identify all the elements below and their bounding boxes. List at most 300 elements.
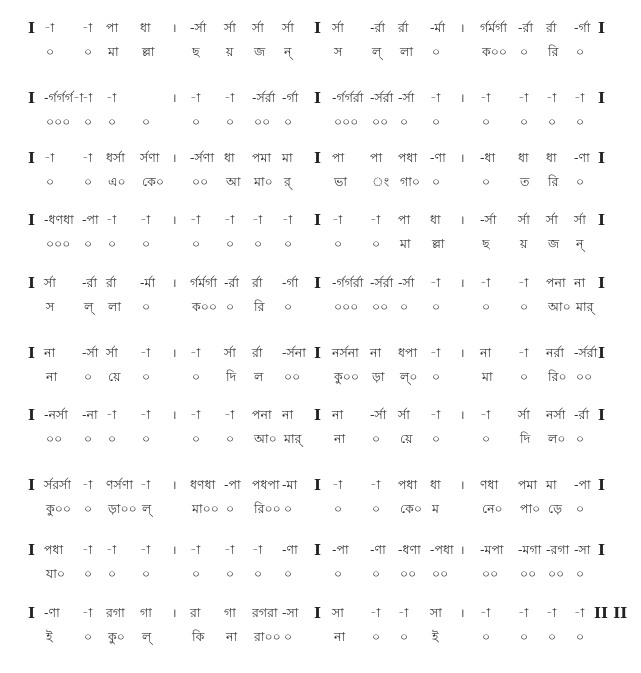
lyric-syllable: ০ xyxy=(226,236,235,251)
swara-note: র্সা xyxy=(332,20,344,35)
lyric-syllable: ই xyxy=(46,629,53,644)
lyric-syllable: লা xyxy=(108,299,121,314)
lyric-syllable: ০ xyxy=(192,369,201,384)
lyric-syllable: ০০০ xyxy=(46,236,71,251)
swara-note: -া xyxy=(546,605,557,620)
lyric-syllable: না xyxy=(226,629,238,644)
swara-note: -ণা xyxy=(574,150,590,165)
lyric-syllable: ড়ে xyxy=(548,501,562,516)
lyric-syllable: মা০০ xyxy=(192,501,219,516)
swara-note: ধা xyxy=(546,150,557,165)
lyric-syllable: ০ xyxy=(576,501,585,516)
lyric-syllable: না xyxy=(334,431,346,446)
lyric-syllable: ন্ xyxy=(576,236,584,251)
swara-note: সা xyxy=(332,605,344,620)
swara-note: -া xyxy=(190,90,201,105)
swara-note: পনা xyxy=(252,407,272,422)
lyric-syllable: রি xyxy=(254,299,265,314)
lyric-syllable: ০ xyxy=(84,431,93,446)
lyric-syllable: ০০ xyxy=(254,114,271,129)
swara-note: র্সা xyxy=(44,275,56,290)
swara-note: গা xyxy=(140,605,152,620)
bar-line: I xyxy=(28,604,36,622)
swara-note: নর্সা xyxy=(546,407,566,422)
lyric-syllable: ক০০ xyxy=(482,44,508,59)
lyric-syllable: ০ xyxy=(142,299,151,314)
lyric-syllable: ০ xyxy=(84,369,93,384)
swara-note: -র্গর্গর্রা xyxy=(332,90,364,105)
swara-note: র্সা xyxy=(106,345,118,360)
swara-note: -া xyxy=(190,407,201,422)
swara-note: পধা xyxy=(398,150,418,165)
swara-note: -ধা xyxy=(480,150,496,165)
lyric-syllable: ল xyxy=(254,369,264,384)
swara-line xyxy=(0,273,641,293)
lyric-syllable: দি xyxy=(226,369,237,384)
swara-note: র্সা xyxy=(398,407,410,422)
swara-note: র্সা xyxy=(224,345,236,360)
bar-line: I xyxy=(314,89,322,107)
swara-note: রগরা xyxy=(252,605,278,620)
swara-note: র্সা xyxy=(252,20,264,35)
bar-line: I xyxy=(28,406,36,424)
swara-note: -া xyxy=(44,20,55,35)
swara-note: -পা xyxy=(574,477,591,492)
lyric-syllable: ০ xyxy=(226,299,235,314)
lyric-syllable: ০ xyxy=(576,114,585,129)
lyric-syllable: যা০ xyxy=(46,566,65,581)
swara-note: র্সা xyxy=(518,407,530,422)
lyric-syllable: ০ xyxy=(84,566,93,581)
swara-note: -ণা xyxy=(370,542,386,557)
lyric-syllable: লা xyxy=(400,44,413,59)
lyric-syllable: ০০ xyxy=(372,114,389,129)
notation-row xyxy=(0,88,641,128)
swara-note: -সা xyxy=(282,605,299,620)
lyric-syllable: ০ xyxy=(142,114,151,129)
notation-row xyxy=(0,273,641,313)
swara-note: মা xyxy=(546,477,557,492)
swara-note: -র্সা xyxy=(82,345,99,360)
lyric-syllable: ০০ xyxy=(372,299,389,314)
swara-note: -া xyxy=(370,605,381,620)
swara-note: -া xyxy=(398,605,409,620)
swara-note: -া xyxy=(430,275,441,290)
lyric-syllable: ল্০ xyxy=(400,369,418,384)
lyric-syllable: ০ xyxy=(284,566,293,581)
notation-row xyxy=(0,210,641,250)
swara-note: -র্গা xyxy=(282,275,299,290)
lyric-syllable: ম xyxy=(432,501,439,516)
swara-note: -া xyxy=(140,212,151,227)
swara-note: -না xyxy=(82,407,98,422)
lyric-syllable: ০ xyxy=(108,431,117,446)
swara-note: রা xyxy=(190,605,201,620)
swara-note: -া xyxy=(224,542,235,557)
end-bar: I xyxy=(598,211,606,229)
lyric-syllable: রি xyxy=(548,174,559,189)
bar-line: I xyxy=(314,476,322,494)
swara-note: ধা xyxy=(430,477,441,492)
lyric-syllable: ন্ xyxy=(284,44,292,59)
lyric-syllable: ০ xyxy=(192,236,201,251)
lyric-syllable: ০ xyxy=(372,629,381,644)
end-bar: I xyxy=(598,541,606,559)
lyric-syllable: ০ xyxy=(400,114,409,129)
swara-note: পা xyxy=(106,20,119,35)
notation-row xyxy=(0,18,641,58)
swara-note: পধপা xyxy=(252,477,280,492)
lyric-syllable: গা০ xyxy=(400,174,420,189)
swara-note: -র্গর্গর্রা xyxy=(332,275,364,290)
lyric-syllable: ০ xyxy=(548,114,557,129)
bar-line: I xyxy=(314,344,322,362)
swara-note: গা xyxy=(224,605,236,620)
beat-divider: । xyxy=(172,151,177,165)
end-bar: I xyxy=(598,19,606,37)
lyric-syllable: ০০ xyxy=(548,566,565,581)
beat-divider: । xyxy=(460,543,465,557)
lyric-syllable: ০০ xyxy=(576,369,593,384)
lyric-syllable: ০ xyxy=(482,299,491,314)
lyric-syllable: ০ xyxy=(284,501,293,516)
lyric-syllable: ০ xyxy=(520,114,529,129)
beat-divider: । xyxy=(460,151,465,165)
swara-note: -া xyxy=(190,212,201,227)
beat-divider: । xyxy=(460,91,465,105)
lyric-syllable: য় xyxy=(226,44,234,59)
bar-line: I xyxy=(314,406,322,424)
swara-line xyxy=(0,343,641,363)
lyric-syllable: ০০ xyxy=(192,174,209,189)
lyric-syllable: ০ xyxy=(84,44,93,59)
swara-note: -া xyxy=(44,150,55,165)
swara-note: পা xyxy=(332,150,345,165)
lyric-syllable: ০০ xyxy=(482,566,499,581)
lyric-syllable: ০ xyxy=(400,629,409,644)
swara-note: -ধণা xyxy=(398,542,421,557)
swara-note: -া xyxy=(430,407,441,422)
swara-note: পমা xyxy=(252,150,272,165)
lyric-syllable: ০ xyxy=(432,114,441,129)
lyric-syllable: ০ xyxy=(372,566,381,581)
swara-note: -র্গা xyxy=(574,20,591,35)
swara-note: ধা xyxy=(430,212,441,227)
lyric-syllable: ০ xyxy=(46,44,55,59)
swara-note: না xyxy=(480,345,492,360)
lyric-syllable: ০ xyxy=(226,566,235,581)
end-bar: I xyxy=(598,344,606,362)
lyric-syllable: ০ xyxy=(108,566,117,581)
lyric-syllable: ০ xyxy=(372,236,381,251)
lyric-syllable: ০ xyxy=(432,174,441,189)
lyric-syllable: ০ xyxy=(108,236,117,251)
lyric-line xyxy=(0,367,641,387)
lyric-syllable: ড়া০০ xyxy=(108,501,137,516)
lyric-syllable: ০ xyxy=(334,236,343,251)
swara-note: -মা xyxy=(282,477,298,492)
lyric-syllable: ০ xyxy=(84,236,93,251)
swara-note: -া xyxy=(480,407,491,422)
lyric-syllable: র্ xyxy=(284,174,291,189)
swara-note: -সা xyxy=(574,542,591,557)
swara-note: -া xyxy=(574,90,585,105)
swara-note: -া xyxy=(224,407,235,422)
beat-divider: । xyxy=(172,276,177,290)
lyric-syllable: কু০০ xyxy=(46,501,72,516)
lyric-syllable: ল্ xyxy=(372,44,382,59)
beat-divider: । xyxy=(172,346,177,360)
lyric-syllable: ০০ xyxy=(432,566,449,581)
lyric-syllable: ০ xyxy=(334,566,343,581)
swara-note: পধা xyxy=(398,477,418,492)
swara-note: -র্মা xyxy=(430,20,446,35)
end-bar: I xyxy=(598,149,606,167)
swara-note: -া xyxy=(480,90,491,105)
swara-note: র্রা xyxy=(398,20,409,35)
lyric-syllable: নে০ xyxy=(482,501,503,516)
lyric-syllable: ০ xyxy=(482,114,491,129)
beat-divider: । xyxy=(460,606,465,620)
swara-note: ধর্সা xyxy=(106,150,125,165)
swara-note: র্সা xyxy=(224,20,236,35)
beat-divider: । xyxy=(172,213,177,227)
swara-note: -র্রা xyxy=(574,407,590,422)
bar-line: I xyxy=(28,541,36,559)
swara-note: -র্রা xyxy=(224,275,240,290)
lyric-syllable: ল্ xyxy=(142,501,152,516)
lyric-syllable: এ০ xyxy=(108,174,126,189)
swara-note: -া xyxy=(106,542,117,557)
lyric-syllable: ০০ xyxy=(520,566,537,581)
swara-note: -া xyxy=(140,477,151,492)
lyric-syllable: ল০ xyxy=(548,431,566,446)
notation-row xyxy=(0,405,641,445)
beat-divider: । xyxy=(172,91,177,105)
swara-note: র্রা xyxy=(546,20,557,35)
lyric-syllable: ০ xyxy=(84,501,93,516)
lyric-syllable: ক০০ xyxy=(192,299,218,314)
end-bar: I xyxy=(598,274,606,292)
lyric-syllable: আ xyxy=(226,174,241,189)
lyric-syllable: না xyxy=(334,629,346,644)
lyric-syllable: ০ xyxy=(334,501,343,516)
swara-note: -া xyxy=(430,90,441,105)
swara-note: -র্সণা xyxy=(190,150,214,165)
beat-divider: । xyxy=(172,606,177,620)
swara-note: -া xyxy=(370,477,381,492)
swara-note: না xyxy=(574,275,586,290)
lyric-syllable: ০ xyxy=(576,44,585,59)
swara-line xyxy=(0,603,641,623)
lyric-syllable: ০ xyxy=(254,236,263,251)
swara-line xyxy=(0,18,641,38)
swara-note: -া xyxy=(480,605,491,620)
swara-note: র্গর্মর্গা xyxy=(480,20,507,35)
swara-note: -া xyxy=(82,90,93,105)
lyric-syllable: দি xyxy=(520,431,531,446)
swara-note: -া xyxy=(106,407,117,422)
lyric-syllable: ০ xyxy=(192,114,201,129)
lyric-syllable: ০ xyxy=(226,114,235,129)
swara-note: ধপা xyxy=(398,345,418,360)
swara-note: র্সণা xyxy=(140,150,160,165)
swara-note: পমা xyxy=(518,477,538,492)
swara-note: র্রা xyxy=(252,345,263,360)
end-bar: II II xyxy=(594,604,628,622)
swara-note: -া xyxy=(190,345,201,360)
lyric-syllable: ল্লা xyxy=(432,236,445,251)
swara-note: -ধণধা xyxy=(44,212,74,227)
swara-note: -পা xyxy=(224,477,241,492)
swara-note: -র্সা xyxy=(370,407,387,422)
swara-note: -র্সা xyxy=(398,90,415,105)
lyric-line xyxy=(0,42,641,62)
lyric-syllable: ল্ xyxy=(84,299,94,314)
lyric-syllable: য়ে xyxy=(400,431,413,446)
swara-note: রগা xyxy=(106,605,125,620)
bar-line: I xyxy=(314,274,322,292)
swara-note: সা xyxy=(430,605,442,620)
lyric-syllable: ০ xyxy=(192,566,201,581)
lyric-line xyxy=(0,172,641,192)
bar-line: I xyxy=(28,344,36,362)
lyric-syllable: য়ে xyxy=(108,369,121,384)
swara-note: র্সা xyxy=(574,212,586,227)
lyric-syllable: কে০ xyxy=(142,174,164,189)
lyric-syllable: কু০ xyxy=(108,629,125,644)
bar-line: I xyxy=(28,476,36,494)
swara-note: মা xyxy=(282,150,293,165)
lyric-syllable: ০ xyxy=(142,236,151,251)
swara-note: ধা xyxy=(224,150,235,165)
notation-row xyxy=(0,540,641,580)
swara-note: না xyxy=(282,407,294,422)
swara-line xyxy=(0,148,641,168)
swara-note: ধা xyxy=(140,20,151,35)
beat-divider: । xyxy=(172,478,177,492)
swara-note: -া xyxy=(224,212,235,227)
lyric-syllable: মা xyxy=(400,236,411,251)
lyric-syllable: না xyxy=(46,369,58,384)
beat-divider: । xyxy=(460,408,465,422)
swara-line xyxy=(0,475,641,495)
swara-note: -া xyxy=(190,542,201,557)
lyric-syllable: কে০ xyxy=(400,501,422,516)
bar-line: I xyxy=(28,149,36,167)
notation-row xyxy=(0,343,641,383)
bar-line: I xyxy=(314,211,322,229)
lyric-syllable: মা xyxy=(108,44,119,59)
lyric-syllable: ০ xyxy=(482,174,491,189)
swara-line xyxy=(0,88,641,108)
lyric-syllable: মার্ xyxy=(576,299,594,314)
swara-note: -র্রা xyxy=(518,20,534,35)
swara-note: -মপা xyxy=(480,542,504,557)
lyric-syllable: ০ xyxy=(520,299,529,314)
bar-line: I xyxy=(314,19,322,37)
swara-note: -া xyxy=(332,212,343,227)
swara-note: -া xyxy=(224,90,235,105)
swara-note: র্রা xyxy=(252,275,263,290)
lyric-line xyxy=(0,112,641,132)
lyric-syllable: ০ xyxy=(482,431,491,446)
swara-note: -র্সর্রা xyxy=(574,345,598,360)
swara-note: র্সা xyxy=(518,212,530,227)
lyric-syllable: ০ xyxy=(284,236,293,251)
swara-note: -া xyxy=(480,275,491,290)
swara-note: -া xyxy=(518,605,529,620)
lyric-syllable: ০ xyxy=(142,369,151,384)
lyric-syllable: ড়া xyxy=(372,369,385,384)
swara-note: -র্রা xyxy=(82,275,98,290)
bar-line: I xyxy=(314,604,322,622)
lyric-line xyxy=(0,429,641,449)
swara-line xyxy=(0,210,641,230)
lyric-syllable: কু০০ xyxy=(334,369,360,384)
lyric-syllable: রি০ xyxy=(548,369,567,384)
swara-note: -ণা xyxy=(44,605,60,620)
lyric-syllable: কি xyxy=(192,629,205,644)
swara-note: -র্রা xyxy=(370,20,386,35)
swara-note: -া xyxy=(518,345,529,360)
lyric-syllable: ০০ xyxy=(400,566,417,581)
swara-note: -া xyxy=(140,542,151,557)
lyric-line xyxy=(0,627,641,647)
swara-note: -া xyxy=(546,90,557,105)
beat-divider: । xyxy=(460,276,465,290)
swara-note: -র্সর্রা xyxy=(252,90,276,105)
lyric-syllable: য় xyxy=(520,236,528,251)
swara-note: -পা xyxy=(332,542,349,557)
lyric-syllable: ০ xyxy=(284,114,293,129)
swara-line xyxy=(0,405,641,425)
notation-row xyxy=(0,148,641,188)
lyric-syllable: ল্ xyxy=(142,629,152,644)
swara-note: -া xyxy=(140,407,151,422)
lyric-syllable: ০ xyxy=(576,566,585,581)
swara-note: -র্সর্রা xyxy=(370,90,394,105)
swara-note: -মগা xyxy=(518,542,542,557)
swara-note: -নর্সা xyxy=(44,407,68,422)
lyric-syllable: ভা xyxy=(334,174,347,189)
swara-note: -পধা xyxy=(430,542,454,557)
lyric-syllable: ০ xyxy=(400,299,409,314)
end-bar: I xyxy=(598,406,606,424)
bar-line: I xyxy=(28,89,36,107)
lyric-syllable: ০ xyxy=(576,174,585,189)
swara-note: -পা xyxy=(82,212,99,227)
swara-note: -র্সা xyxy=(190,20,207,35)
swara-note: ধা xyxy=(518,150,529,165)
beat-divider: । xyxy=(460,213,465,227)
lyric-syllable: রি xyxy=(548,44,559,59)
lyric-syllable: ০ xyxy=(432,299,441,314)
bar-line: I xyxy=(28,211,36,229)
lyric-syllable: ০ xyxy=(432,369,441,384)
swara-note: -র্সনা xyxy=(282,345,306,360)
beat-divider: । xyxy=(172,408,177,422)
lyric-syllable: ছ xyxy=(192,44,200,59)
lyric-syllable: ০ xyxy=(284,629,293,644)
lyric-syllable: জ xyxy=(548,236,560,251)
bar-line: I xyxy=(28,19,36,37)
lyric-syllable: মার্ xyxy=(284,431,302,446)
lyric-syllable: ০ xyxy=(482,629,491,644)
lyric-syllable: ০ xyxy=(142,431,151,446)
lyric-syllable: ০০০ xyxy=(46,114,71,129)
lyric-syllable: ০ xyxy=(432,44,441,59)
